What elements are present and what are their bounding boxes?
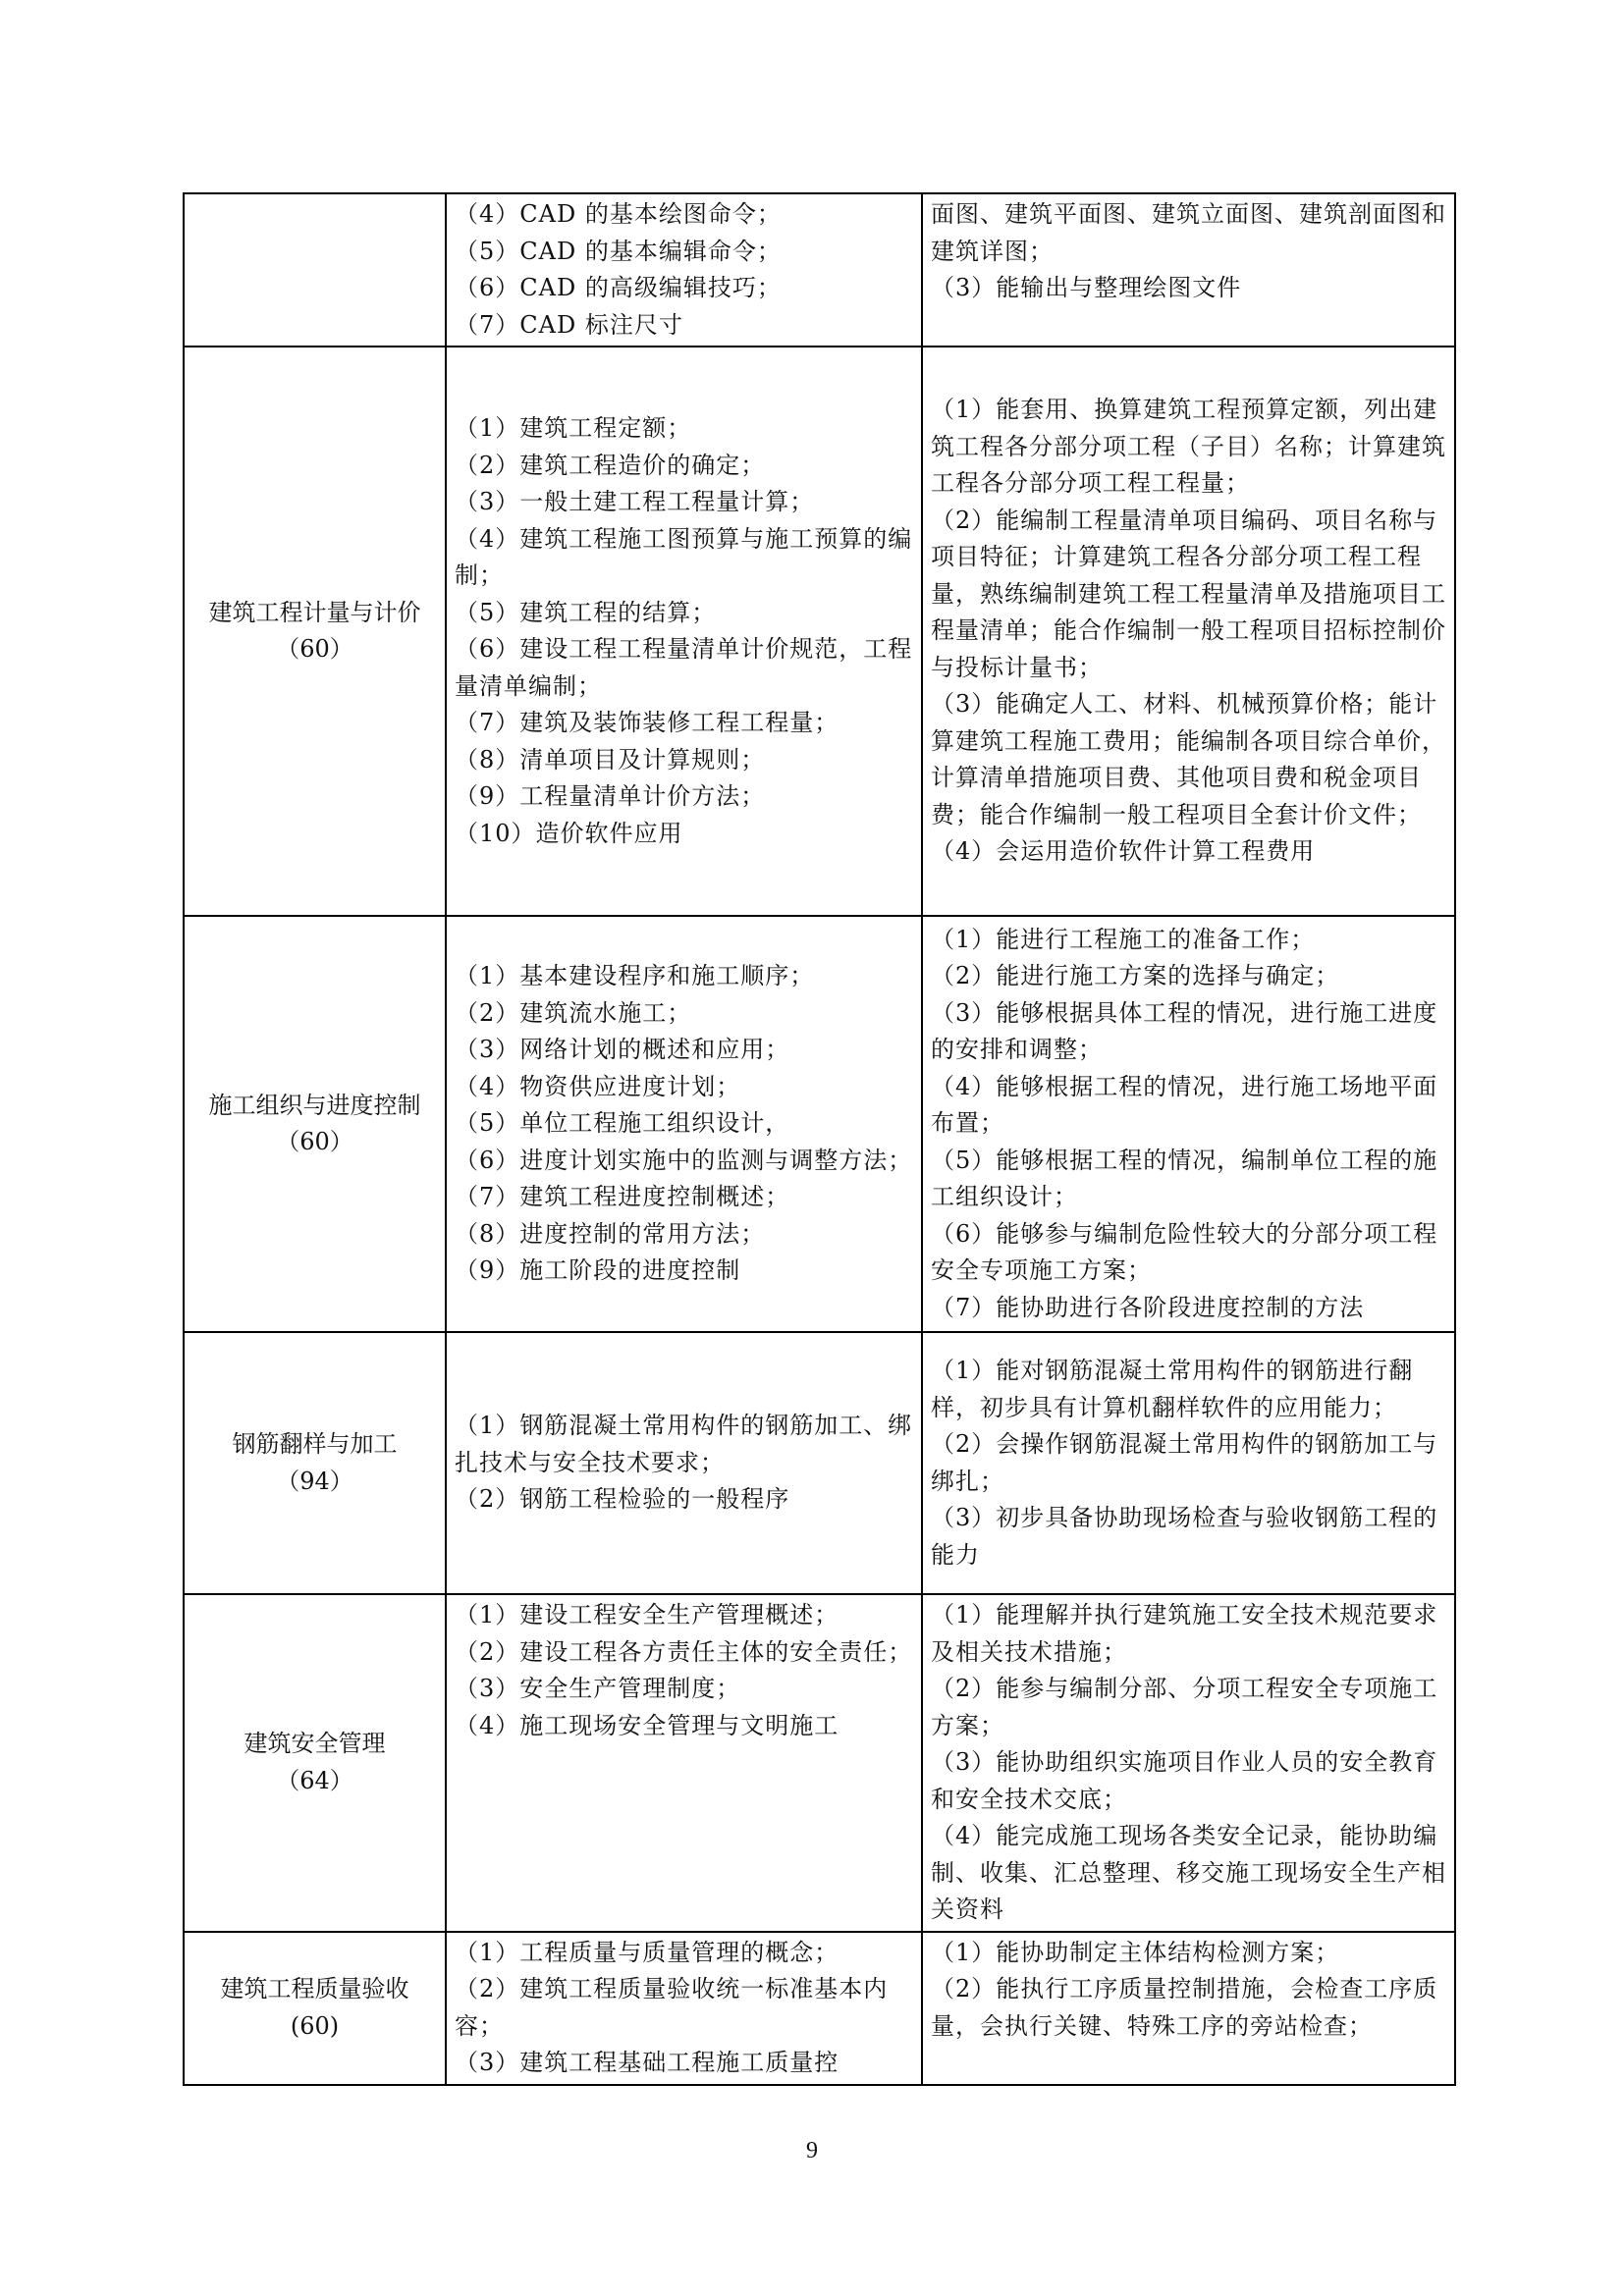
- content-item: （7）建筑工程进度控制概述；: [455, 1183, 790, 1211]
- ability-item: （4）能够根据工程的情况，进行施工场地平面布置；: [931, 1072, 1438, 1138]
- ability-item: （6）能够参与编制危险性较大的分部分项工程安全专项施工方案；: [931, 1219, 1438, 1285]
- course-cell: [184, 193, 446, 347]
- content-item: （8）进度控制的常用方法；: [455, 1219, 766, 1248]
- content-item: （2）钢筋工程检验的一般程序: [455, 1485, 790, 1514]
- course-cell: [184, 347, 446, 916]
- content-cell: [446, 1932, 922, 2085]
- table-row: [184, 1332, 1455, 1594]
- content-item: （3）安全生产管理制度；: [455, 1675, 741, 1702]
- content-item: （3）网络计划的概述和应用；: [455, 1036, 790, 1064]
- content-item: （8）清单项目及计算规则；: [455, 745, 766, 774]
- course-name: 施工组织与进度控制: [208, 1091, 421, 1119]
- ability-cell: [922, 193, 1455, 347]
- ability-item: （2）能执行工序质量控制措施，会检查工序质量，会执行关键、特殊工序的旁站检查；: [931, 1975, 1438, 2040]
- content-item: （1）工程质量与质量管理的概念；: [455, 1938, 839, 1966]
- course-name: 钢筋翻样与加工: [232, 1430, 398, 1458]
- table-row: [184, 916, 1455, 1332]
- ability-cell: [922, 1932, 1455, 2085]
- content-item: （9）工程量清单计价方法；: [455, 782, 766, 810]
- content-item: （1）基本建设程序和施工顺序；: [455, 962, 815, 990]
- course-hours: （60）: [276, 1128, 353, 1155]
- ability-cell: [922, 916, 1455, 1332]
- ability-item: （3）能够根据具体工程的情况，进行施工进度的安排和调整；: [931, 998, 1438, 1064]
- ability-item: （1）能协助制定主体结构检测方案；: [931, 1938, 1340, 1966]
- content-item: （1）钢筋混凝土常用构件的钢筋加工、绑扎技术与安全技术要求；: [455, 1412, 913, 1476]
- content-item: （1）建设工程安全生产管理概述；: [455, 1601, 839, 1629]
- content-item: （5）单位工程施工组织设计，: [455, 1109, 790, 1138]
- ability-item: （4）能完成施工现场各类安全记录，能协助编制、收集、汇总整理、移交施工现场安全生产相关资料: [931, 1822, 1446, 1923]
- content-item: （2）建筑工程质量验收统一标准基本内容；: [455, 1975, 889, 2040]
- ability-item: （2）能编制工程量清单项目编码、项目名称与项目特征；计算建筑工程各分部分项工程工程量，熟练编制建筑工程工程量清单及措施项目工程量清单；能合作编制一般工程项目招标控制价与投标计量书；: [931, 506, 1446, 681]
- content-item: （4）建筑工程施工图预算与施工预算的编制；: [455, 524, 913, 589]
- page-number: 9: [806, 2138, 818, 2163]
- ability-item: （3）能确定人工、材料、机械预算价格；能计算建筑工程施工费用；能编制各项目综合单价，计算清单措施项目费、其他项目费和税金项目费；能合作编制一般工程项目全套计价文件；: [931, 690, 1446, 828]
- content-item: （4）物资供应进度计划；: [455, 1072, 741, 1100]
- content-item: （7）建筑及装饰装修工程工程量；: [455, 709, 839, 736]
- ability-item: （4）会运用造价软件计算工程费用: [931, 837, 1316, 866]
- course-cell: [184, 916, 446, 1332]
- content-item: （10）造价软件应用: [455, 819, 683, 847]
- content-item: （7）CAD 标注尺寸: [455, 310, 683, 339]
- content-item: （3）建筑工程基础工程施工质量控: [455, 2049, 839, 2076]
- ability-item: （3）能协助组织实施项目作业人员的安全教育和安全技术交底；: [931, 1748, 1438, 1813]
- ability-item: （3）能输出与整理绘图文件: [931, 274, 1242, 301]
- ability-item: （1）能理解并执行建筑施工安全技术规范要求及相关技术措施；: [931, 1601, 1438, 1666]
- course-name: 建筑工程质量验收: [220, 1975, 409, 2002]
- ability-item: （7）能协助进行各阶段进度控制的方法: [931, 1293, 1365, 1321]
- course-hours: (60): [290, 2011, 340, 2040]
- table-row: [184, 347, 1455, 916]
- content-item: （9）施工阶段的进度控制: [455, 1256, 741, 1285]
- course-name: 建筑工程计量与计价: [208, 598, 421, 626]
- ability-item: （3）初步具备协助现场检查与验收钢筋工程的能力: [931, 1504, 1438, 1569]
- table-row: [184, 1932, 1455, 2085]
- content-item: （4）CAD 的基本绘图命令；: [455, 200, 782, 228]
- content-item: （2）建筑流水施工；: [455, 998, 692, 1027]
- content-item: （2）建设工程各方责任主体的安全责任；: [455, 1637, 913, 1666]
- table-body: [184, 193, 1455, 2085]
- ability-item: （2）会操作钢筋混凝土常用构件的钢筋加工与绑扎；: [931, 1430, 1438, 1495]
- ability-item: （1）能对钢筋混凝土常用构件的钢筋进行翻样，初步具有计算机翻样软件的应用能力；: [931, 1357, 1414, 1421]
- ability-item: （5）能够根据工程的情况，编制单位工程的施工组织设计；: [931, 1146, 1438, 1211]
- content-item: （5）建筑工程的结算；: [455, 598, 717, 626]
- ability-item: （1）能套用、换算建筑工程预算定额，列出建筑工程各分部分项工程（子目）名称；计算建筑工程各分部分项工程工程量；: [931, 396, 1446, 498]
- ability-item: 面图、建筑平面图、建筑立面图、建筑剖面图和建筑详图；: [931, 200, 1446, 265]
- content-cell: [446, 1594, 922, 1932]
- content-item: （6）进度计划实施中的监测与调整方法；: [455, 1146, 913, 1174]
- content-item: （4）施工现场安全管理与文明施工: [455, 1711, 839, 1739]
- content-cell: [446, 193, 922, 347]
- ability-item: （2）能进行施工方案的选择与确定；: [931, 962, 1340, 990]
- content-cell: [446, 916, 922, 1332]
- curriculum-table: [183, 192, 1456, 2086]
- ability-item: （1）能进行工程施工的准备工作；: [931, 925, 1316, 953]
- content-item: （6）建设工程工程量清单计价规范，工程量清单编制；: [455, 635, 913, 700]
- content-cell: [446, 347, 922, 916]
- course-hours: （94）: [276, 1467, 353, 1495]
- course-cell: [184, 1332, 446, 1594]
- course-hours: （60）: [276, 635, 353, 663]
- content-item: （6）CAD 的高级编辑技巧；: [455, 274, 782, 301]
- table-row: [184, 1594, 1455, 1932]
- content-item: （1）建筑工程定额；: [455, 414, 692, 442]
- ability-item: （2）能参与编制分部、分项工程安全专项施工方案；: [931, 1675, 1438, 1739]
- table-row: [184, 193, 1455, 347]
- content-item: （3）一般土建工程工程量计算；: [455, 488, 815, 515]
- ability-cell: [922, 1332, 1455, 1594]
- ability-cell: [922, 1594, 1455, 1932]
- course-hours: （64）: [276, 1766, 353, 1794]
- course-name: 建筑安全管理: [244, 1730, 386, 1758]
- content-item: （2）建筑工程造价的确定；: [455, 451, 766, 479]
- content-cell: [446, 1332, 922, 1594]
- course-cell: [184, 1932, 446, 2085]
- content-item: （5）CAD 的基本编辑命令；: [455, 237, 782, 265]
- course-cell: [184, 1594, 446, 1932]
- ability-cell: [922, 347, 1455, 916]
